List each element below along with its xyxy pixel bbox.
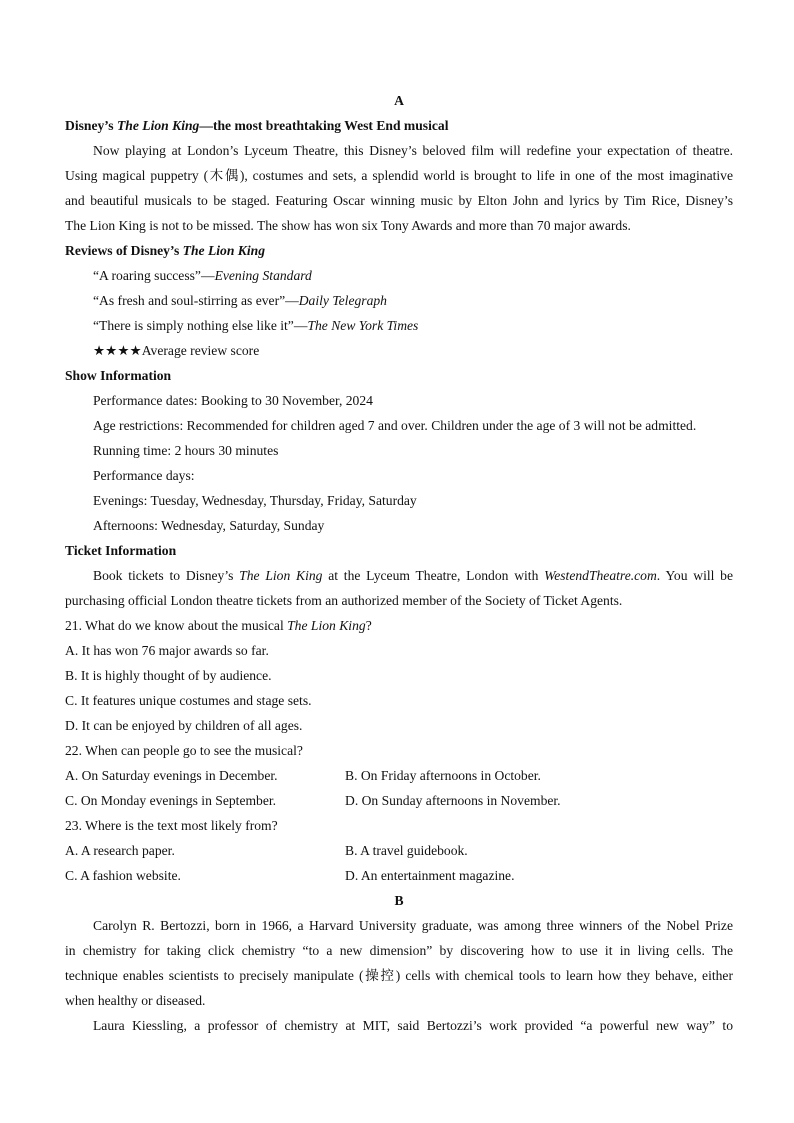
section-a-label: A (394, 93, 404, 108)
quote: “As fresh and soul-stirring as ever”— (93, 293, 299, 308)
paragraph-line: Laura Kiessling, a professor of chemistry at MIT, said Bertozzi’s work provided “a powerful new way” to (93, 1018, 733, 1033)
paragraph-line: when healthy or diseased. (65, 993, 206, 1008)
passage-a-title (65, 113, 733, 138)
option: D. An entertainment magazine. (345, 868, 515, 883)
website: WestendTheatre.com (544, 568, 657, 583)
option: A. On Saturday evenings in December. (65, 768, 278, 783)
quote: “A roaring success”— (93, 268, 215, 283)
option: C. It features unique costumes and stage sets. (65, 693, 312, 708)
show-info-line: Performance dates: Booking to 30 November, 2024 (93, 393, 373, 408)
ticket-line (93, 563, 733, 588)
text: Book tickets to Disney’s (93, 568, 240, 583)
option: D. It can be enjoyed by children of all ages. (65, 718, 303, 733)
italic: The Lion King (239, 568, 323, 583)
option: B. A travel guidebook. (345, 843, 468, 858)
heading-text: Reviews of Disney’s (65, 243, 183, 258)
paragraph-line: Now playing at London’s Lyceum Theatre, this Disney’s beloved film will redefine your expectation of theatre. (93, 143, 733, 158)
stem: ? (365, 618, 372, 633)
section-b-label: B (394, 893, 404, 908)
option: B. It is highly thought of by audience. (65, 668, 272, 683)
paragraph-line: Carolyn R. Bertozzi, born in 1966, a Harvard University graduate, was among three winners of the Nobel Prize (93, 918, 733, 933)
review-quote (93, 263, 733, 288)
title-text: Disney’s (65, 118, 117, 133)
paragraph-line: technique enables scientists to precisely manipulate (操控) cells with chemical tools to learn how they behave, either (65, 968, 733, 983)
option: B. On Friday afternoons in October. (345, 768, 541, 783)
italic: The Lion King (287, 618, 366, 633)
show-info-line: Running time: 2 hours 30 minutes (93, 443, 279, 458)
paragraph-line: The Lion King is not to be missed. The show has won six Tony Awards and more than 70 major awards. (65, 218, 631, 233)
question-22: 22. When can people go to see the musical? (65, 743, 303, 758)
question-21 (65, 613, 733, 638)
text: at the Lyceum Theatre, London with (322, 568, 545, 583)
rating (93, 338, 733, 363)
star-icon: ★★★★ (93, 343, 142, 358)
paragraph-line: Using magical puppetry (木偶), costumes and sets, a splendid world is brought to life in one of the most imaginative (65, 168, 733, 183)
show-info-line: Evenings: Tuesday, Wednesday, Thursday, Friday, Saturday (93, 493, 417, 508)
option: C. On Monday evenings in September. (65, 793, 277, 808)
ticket-line: purchasing official London theatre tickets from an authorized member of the Society of Ticket Agents. (65, 593, 623, 608)
question-23: 23. Where is the text most likely from? (65, 818, 278, 833)
show-info-line: Age restrictions: Recommended for children aged 7 and over. Children under the age of 3 will not be admitted. (93, 418, 697, 433)
ticket-heading: Ticket Information (65, 543, 177, 558)
rating-label: Average review score (141, 343, 260, 358)
option: A. It has won 76 major awards so far. (65, 643, 269, 658)
title-text: —the most breathtaking West End musical (199, 118, 449, 133)
stem: 21. What do we know about the musical (65, 618, 288, 633)
option: D. On Sunday afternoons in November. (345, 793, 561, 808)
heading-italic: The Lion King (182, 243, 266, 258)
quote: “There is simply nothing else like it”— (93, 318, 308, 333)
source: The New York Times (307, 318, 419, 333)
reviews-heading (65, 238, 733, 263)
text: . You will be (656, 568, 733, 583)
paragraph-line: and beautiful musicals to be staged. Featuring Oscar winning music by Elton John and lyrics by Tim Rice, Disney’s (65, 193, 733, 208)
review-quote (93, 313, 733, 338)
review-quote (93, 288, 733, 313)
title-italic: The Lion King (117, 118, 200, 133)
source: Daily Telegraph (298, 293, 387, 308)
source: Evening Standard (214, 268, 312, 283)
option: C. A fashion website. (65, 868, 181, 883)
option: A. A research paper. (65, 843, 175, 858)
show-info-line: Afternoons: Wednesday, Saturday, Sunday (93, 518, 325, 533)
paragraph-line: in chemistry for taking click chemistry “to a new dimension” by discovering how to use it in living cells. The (65, 943, 733, 958)
show-info-line: Performance days: (93, 468, 195, 483)
show-heading: Show Information (65, 368, 172, 383)
